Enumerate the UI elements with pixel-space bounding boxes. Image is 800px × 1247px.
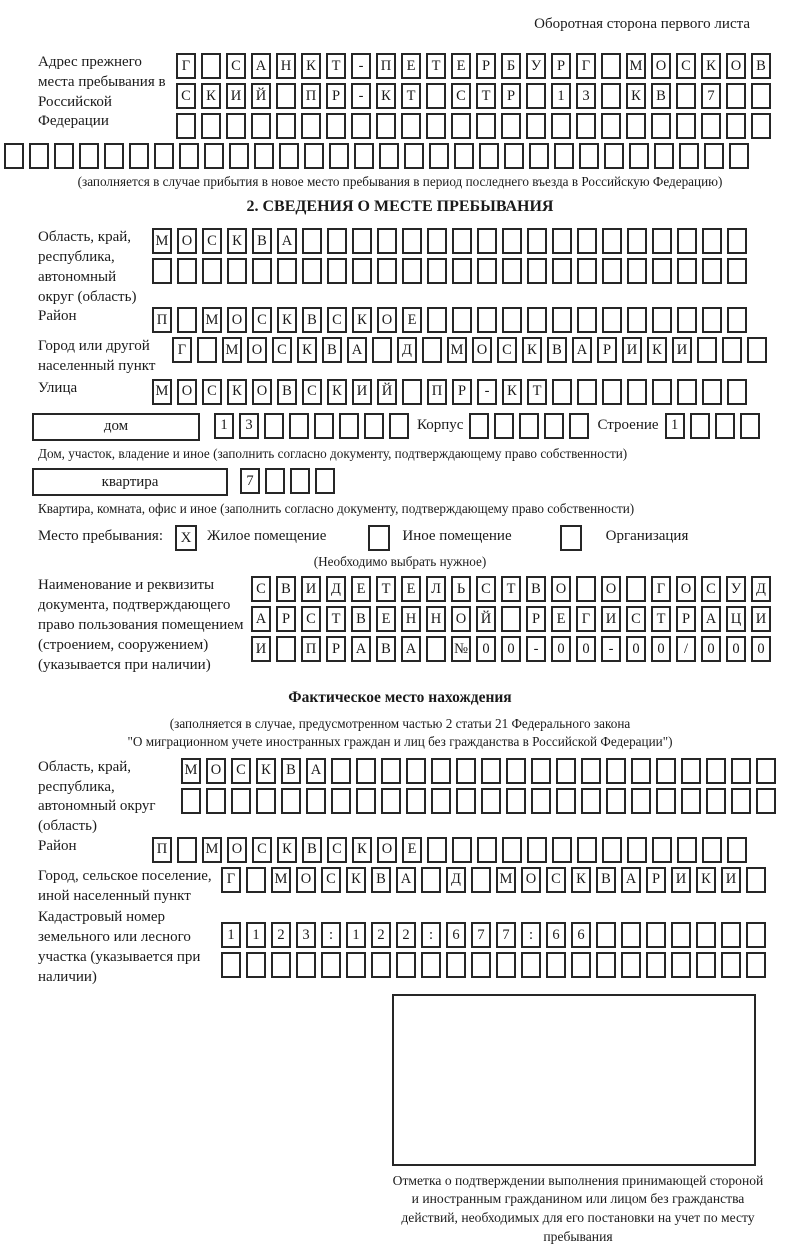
section2-title: 2. СВЕДЕНИЯ О МЕСТЕ ПРЕБЫВАНИЯ <box>246 198 554 216</box>
field-fact-region <box>6 758 794 837</box>
prev-address-row-1[interactable]: Г С А Н К Т - П Е Т Е Р Б У Р Г М О С К О В <box>176 53 771 79</box>
house-note: Дом, участок, владение и иное (заполнить согласно документу, подтверждающему право собственности) <box>38 445 628 461</box>
cadastre-label: Кадастровый номер земельного или лесного участка (указывается при наличии) <box>38 909 201 985</box>
checkbox-inoe[interactable] <box>368 525 390 551</box>
field-district <box>6 307 794 337</box>
prev-address-note: (заполняется в случае прибытия в новое место пребывания в период последнего въезда в Российскую Федерацию) <box>77 174 723 189</box>
city-label: Город или другой населенный пункт <box>38 338 156 375</box>
fact-region-row-1[interactable]: М О С К В А <box>181 758 776 784</box>
house-type-box[interactable]: дом <box>32 413 200 441</box>
place-type-note: (Необходимо выбрать нужное) <box>313 554 487 570</box>
fact-region-label: Область, край, республика, автономный округ (область) <box>38 758 156 835</box>
field-region <box>6 228 794 307</box>
region-row-2[interactable] <box>152 258 747 284</box>
stamp-caption: Отметка о подтверждении выполнения принимающей стороной и иностранным гражданином или лицом без гражданства действий, необходимых для его постановки на учет по месту пребывания <box>392 1172 764 1244</box>
fact-district-label: Район <box>38 837 77 854</box>
document-row-3[interactable]: И П Р А В А № 0 0 - 0 0 - 0 0 / 0 0 0 <box>251 636 771 662</box>
field-city <box>6 337 794 377</box>
prev-address-label: Адрес прежнего места пребывания в Российской Федерации <box>38 54 166 130</box>
place-type-label: Место пребывания: <box>38 528 163 545</box>
korpus-label: Корпус <box>417 416 464 433</box>
stamp-box <box>392 994 756 1166</box>
fact-note-2: "О миграционном учете иностранных граждан и лиц без гражданства в Российской Федерации") <box>127 733 673 749</box>
fact-city-row[interactable]: Г М О С К В А Д М О С К В А Р И К И <box>221 867 766 893</box>
document-row-1[interactable]: С В И Д Е Т Е Л Ь С Т В О О Г О С У Д <box>251 576 771 602</box>
fact-district-row[interactable]: П М О С К В С К О Е <box>152 837 747 863</box>
field-street <box>6 379 794 409</box>
place-type-line <box>38 525 794 551</box>
district-row[interactable]: П М О С К В С К О Е <box>152 307 747 333</box>
stroenie-label: Строение <box>597 416 659 433</box>
stroenie-row[interactable]: 1 <box>665 413 760 439</box>
option-inoe-label: Иное помещение <box>402 528 512 545</box>
fact-title: Фактическое место нахождения <box>288 689 512 707</box>
field-fact-city <box>6 867 794 907</box>
checkbox-org[interactable] <box>560 525 582 551</box>
stamp-area <box>392 994 764 1247</box>
house-line <box>32 413 794 443</box>
apartment-number-row[interactable]: 7 <box>240 468 335 494</box>
region-row-1[interactable]: М О С К В А <box>152 228 747 254</box>
district-label: Район <box>38 308 77 325</box>
checkbox-zhiloe[interactable]: X <box>175 525 197 551</box>
field-document <box>6 576 794 675</box>
option-org-label: Организация <box>605 528 689 545</box>
option-zhiloe-label: Жилое помещение <box>207 528 327 545</box>
field-fact-district <box>6 837 794 867</box>
city-row[interactable]: Г М О С К В А Д М О С К В А Р И К И <box>172 337 767 363</box>
document-label: Наименование и реквизиты документа, подтверждающего право пользования помещением (строением, сооружением) (указывается при наличии) <box>38 577 244 673</box>
prev-address-row-4[interactable] <box>4 143 794 169</box>
apartment-line <box>32 468 794 498</box>
apartment-type-box[interactable]: квартира <box>32 468 228 496</box>
street-label: Улица <box>38 379 78 396</box>
prev-address-row-3[interactable] <box>176 113 771 139</box>
prev-address-row-2[interactable]: С К И Й П Р - К Т С Т Р 1 3 К В 7 <box>176 83 771 109</box>
house-number-row[interactable]: 1 3 <box>214 413 409 439</box>
street-row[interactable]: М О С К О В С К И Й П Р - К Т <box>152 379 747 405</box>
field-prev-address <box>6 53 794 143</box>
apartment-note: Квартира, комната, офис и иное (заполнить согласно документу, подтверждающему право собственности) <box>38 501 635 517</box>
document-row-2[interactable]: А Р С Т В Е Н Н О Й Р Е Г И С Т Р А Ц И <box>251 606 771 632</box>
korpus-row[interactable] <box>469 413 589 439</box>
field-cadastre <box>6 908 794 987</box>
cadastre-row-2[interactable] <box>221 952 766 978</box>
region-label: Область, край, республика, автономный округ (область) <box>38 229 137 305</box>
fact-region-row-2[interactable] <box>181 788 776 814</box>
cadastre-row-1[interactable]: 1 1 2 3 : 1 2 2 : 6 7 7 : 6 6 <box>221 922 766 948</box>
page-side-note: Оборотная сторона первого листа <box>534 16 750 32</box>
fact-city-label: Город, сельское поселение, иной населенный пункт <box>38 867 212 904</box>
fact-note-1: (заполняется в случае, предусмотренном частью 2 статьи 21 Федерального закона <box>169 716 631 732</box>
